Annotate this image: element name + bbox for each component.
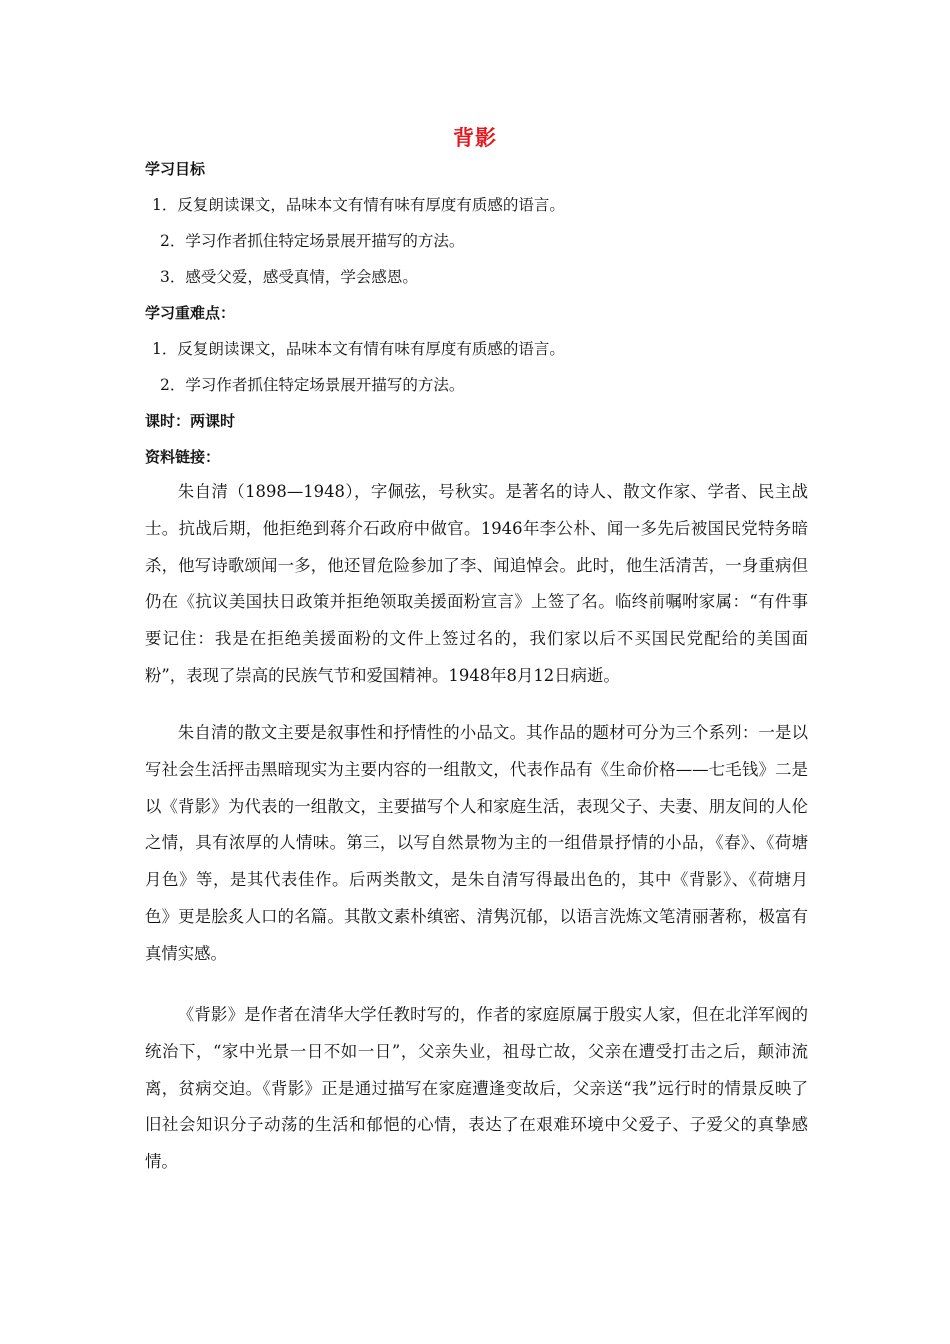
key-points-heading: 学习重难点： [145,304,236,322]
resource-paragraph-works: 朱自清的散文主要是叙事性和抒情性的小品文。其作品的题材可分为三个系列：一是以写社会生活抨击黑暗现实为主要内容的一组散文，代表作品有《生命价格——七毛钱》二是以《背影》为代表的一组散文，主要描写个人和家庭生活，表现父子、夫妻、朋友间的人伦之情，具有浓厚的人情味。第三，以写自然景物为主的一组借景抒情的小品，《春》、《荷塘月色》等，是其代表佳作。后两类散文，是朱自清写得最出色的，其中《背影》、《荷塘月色》更是脍炙人口的名篇。其散文素朴缜密、清隽沉郁，以语言洗炼文笔清丽著称，极富有真情实感。 [145,723,808,963]
objective-item-2: 2．学习作者抓住特定场景展开描写的方法。 [160,232,465,250]
resource-paragraph-biography: 朱自清（1898—1948），字佩弦，号秋实。是著名的诗人、散文作家、学者、民主战士。抗战后期，他拒绝到蒋介石政府中做官。1946年李公朴、闻一多先后被国民党特务暗杀，他写诗歌颂闻一多，他还冒危险参加了李、闻追悼会。此时，他生活清苦，一身重病但仍在《抗议美国扶日政策并拒绝领取美援面粉宣言》上签了名。临终前嘱咐家属：“有件事要记住：我是在拒绝美援面粉的文件上签过名的，我们家以后不买国民党配给的美国面粉”，表现了崇高的民族气节和爱国精神。1948年8月12日病逝。 [145,482,808,685]
objective-item-3: 3．感受父爱，感受真情，学会感恩。 [160,268,418,286]
page-title: 背影 [453,126,497,150]
resources-heading: 资料链接： [145,448,221,466]
objective-item-1: 1．反复朗读课文，品味本文有情有味有厚度有质感的语言。 [152,196,565,214]
key-point-item-2: 2．学习作者抓住特定场景展开描写的方法。 [160,376,465,394]
key-point-item-1: 1．反复朗读课文，品味本文有情有味有厚度有质感的语言。 [152,340,565,358]
resource-paragraph-background: 《背影》是作者在清华大学任教时写的，作者的家庭原属于殷实人家，但在北洋军阀的统治下，“家中光景一日不如一日”，父亲失业，祖母亡故，父亲在遭受打击之后，颠沛流离，贫病交迫。《背影》正是通过描写在家庭遭逢变故后，父亲送“我”远行时的情景反映了旧社会知识分子动荡的生活和郁悒的心情，表达了在艰难环境中父爱子、子爱父的真挚感情。 [145,1005,808,1172]
class-hours-heading: 课时：两课时 [145,412,236,430]
objectives-heading: 学习目标 [145,160,206,178]
